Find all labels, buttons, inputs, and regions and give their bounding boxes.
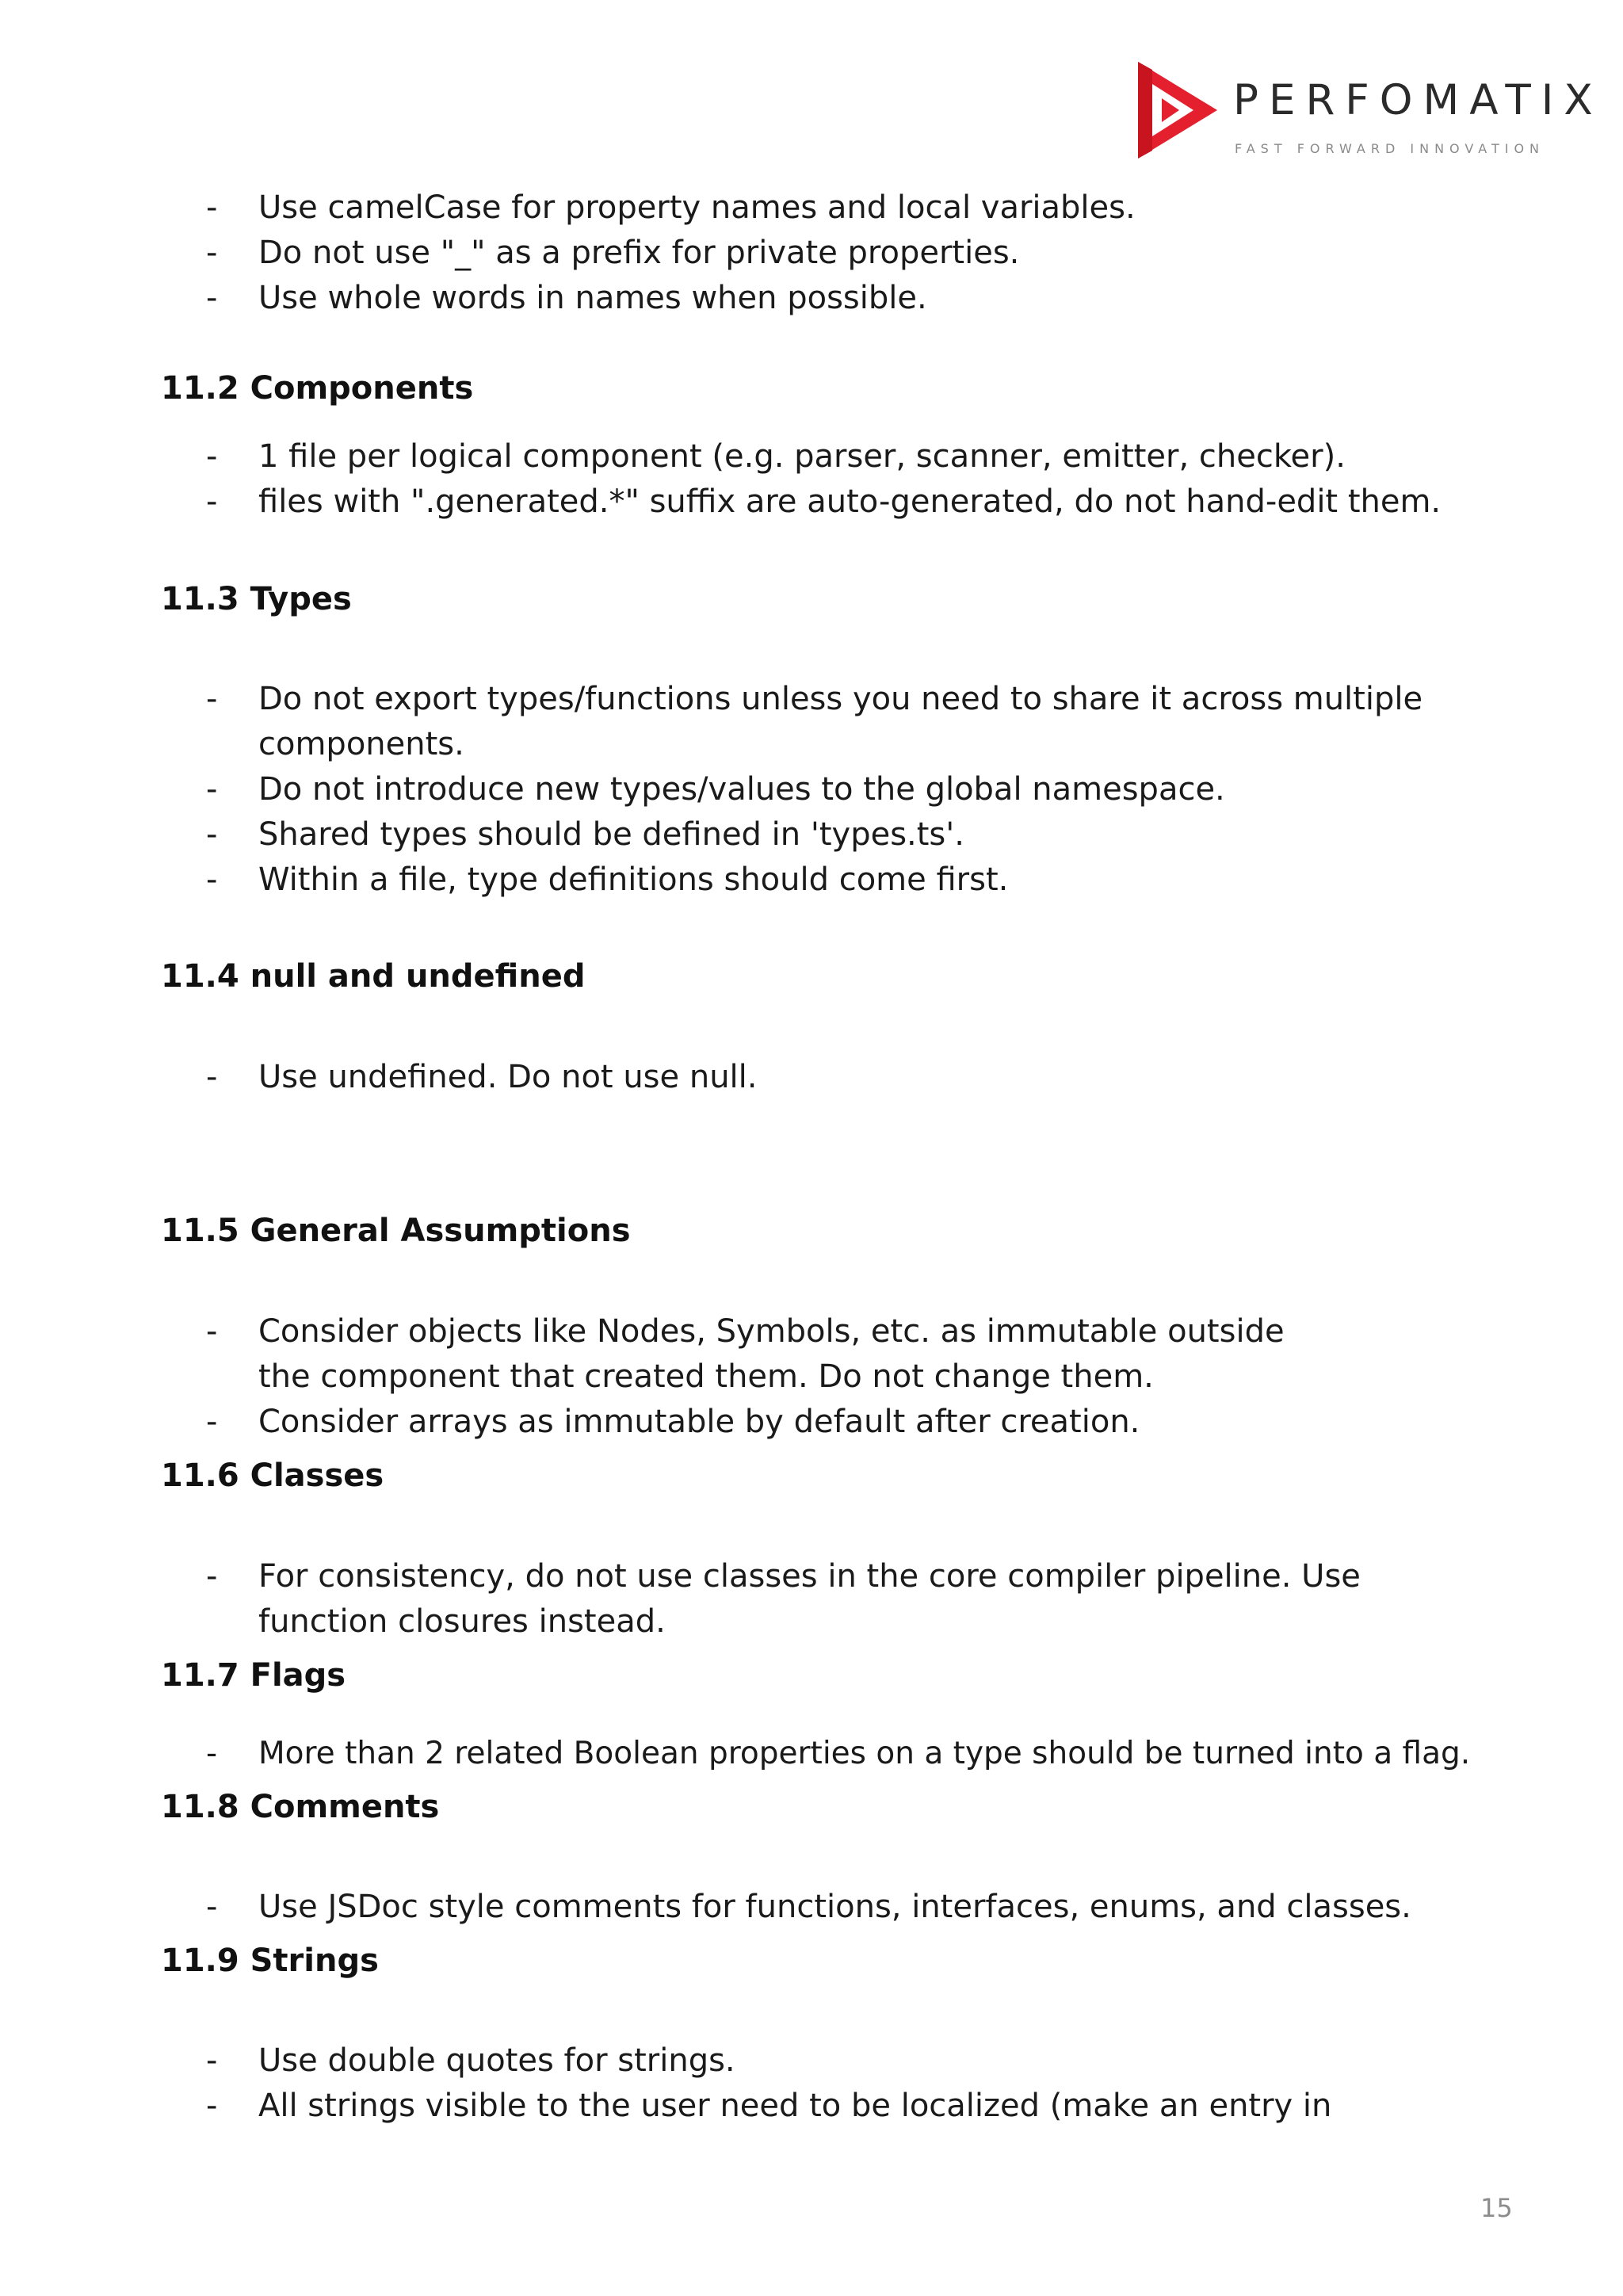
classes-list bbox=[206, 1554, 1495, 1645]
list-item: - Consider objects like Nodes, Symbols, etc. as immutable outside the component that created them. Do not change them. bbox=[206, 1309, 1336, 1400]
list-item: - Do not introduce new types/values to the global namespace. bbox=[206, 767, 1495, 812]
list-item: - Shared types should be defined in 'types.ts'. bbox=[206, 812, 1495, 858]
flags-list bbox=[206, 1731, 1558, 1776]
list-item: - Within a file, type definitions should come first. bbox=[206, 858, 1495, 903]
section-heading-flags: 11.7 Flags bbox=[161, 1657, 346, 1694]
naming-rules-list bbox=[206, 185, 1495, 321]
list-item: - Use JSDoc style comments for functions, interfaces, enums, and classes. bbox=[206, 1885, 1495, 1930]
list-item: - Do not use "_" as a prefix for private properties. bbox=[206, 231, 1495, 276]
components-list bbox=[206, 434, 1495, 525]
list-item: - Use undefined. Do not use null. bbox=[206, 1055, 1495, 1100]
section-heading-types: 11.3 Types bbox=[161, 581, 352, 617]
brand-name: PERFOMATIX bbox=[1233, 76, 1603, 124]
list-item: - files with ".generated.*" suffix are auto-generated, do not hand-edit them. bbox=[206, 479, 1495, 525]
list-item: - Use double quotes for strings. bbox=[206, 2038, 1495, 2084]
list-item: - Do not export types/functions unless you need to share it across multiple components. bbox=[206, 677, 1495, 767]
section-heading-general-assumptions: 11.5 General Assumptions bbox=[161, 1213, 631, 1249]
list-item: - Use camelCase for property names and local variables. bbox=[206, 185, 1495, 231]
section-heading-components: 11.2 Components bbox=[161, 370, 474, 407]
list-item: - All strings visible to the user need to be localized (make an entry in bbox=[206, 2084, 1495, 2129]
section-heading-null-undefined: 11.4 null and undefined bbox=[161, 958, 586, 995]
list-item: - More than 2 related Boolean properties on a type should be turned into a flag. bbox=[206, 1731, 1558, 1776]
section-heading-strings: 11.9 Strings bbox=[161, 1943, 379, 1979]
list-item: - For consistency, do not use classes in the core compiler pipeline. Use function closures instead. bbox=[206, 1554, 1495, 1645]
page-number: 15 bbox=[1480, 2193, 1513, 2223]
list-item: - 1 file per logical component (e.g. parser, scanner, emitter, checker). bbox=[206, 434, 1495, 479]
general-assumptions-list bbox=[206, 1309, 1495, 1445]
comments-list bbox=[206, 1885, 1495, 1930]
list-item: - Consider arrays as immutable by default after creation. bbox=[206, 1400, 1495, 1445]
section-heading-comments: 11.8 Comments bbox=[161, 1789, 440, 1825]
list-item: - Use whole words in names when possible. bbox=[206, 276, 1495, 321]
types-list bbox=[206, 677, 1495, 903]
strings-list bbox=[206, 2038, 1495, 2129]
brand-tagline: FAST FORWARD INNOVATION bbox=[1235, 141, 1545, 156]
section-heading-classes: 11.6 Classes bbox=[161, 1457, 384, 1494]
null-undefined-list bbox=[206, 1055, 1495, 1100]
